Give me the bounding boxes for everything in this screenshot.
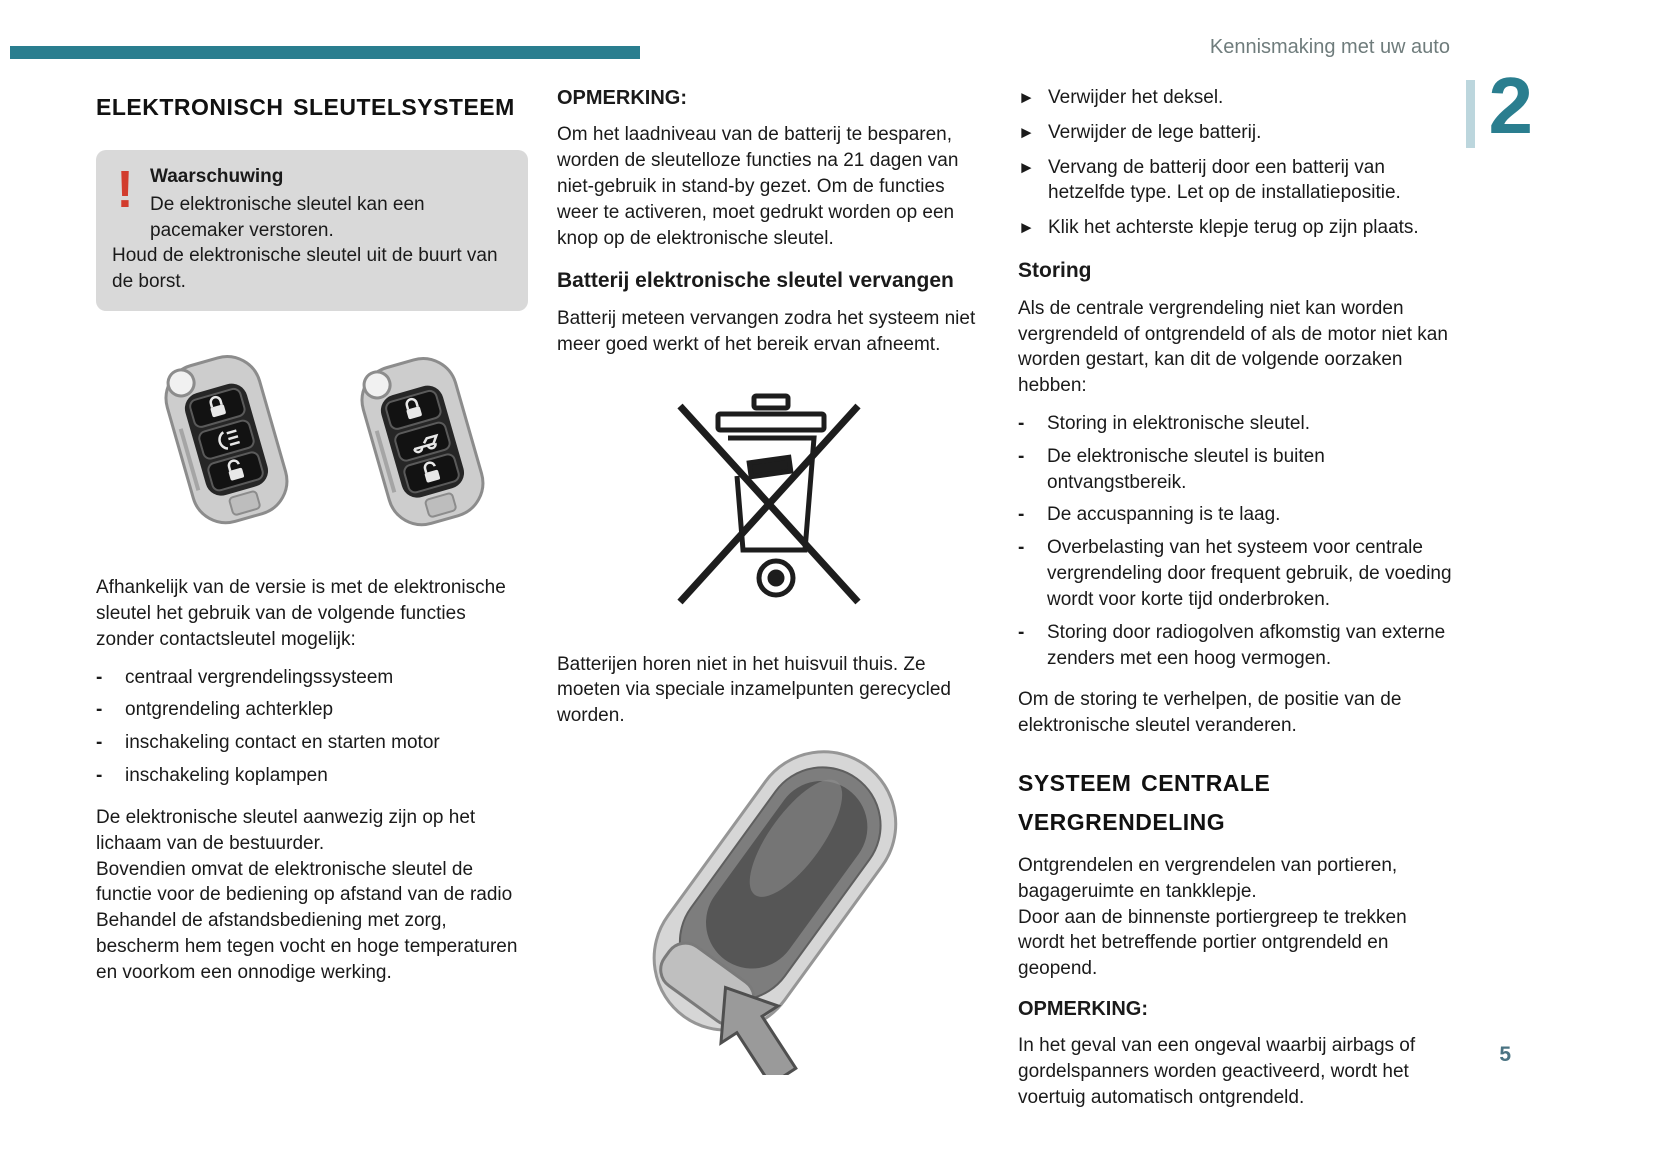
key-fob-left bbox=[158, 349, 295, 531]
list-item-text: Overbelasting van het systeem voor centrale vergrendeling door frequent gebruik, de voeding wordt voor korte tijd onderbroken. bbox=[1047, 537, 1452, 610]
section-title-central-locking: systeem centrale vergrendeling bbox=[1018, 761, 1271, 838]
causes-list bbox=[1018, 411, 1456, 671]
list-item-text: De elektronische sleutel is buiten ontvangstbereik. bbox=[1047, 445, 1325, 493]
warning-text: Houd de elektronische sleutel uit de buurt van de borst. bbox=[112, 245, 498, 293]
step-text: Klik het achterste klepje terug op zijn plaats. bbox=[1048, 217, 1419, 239]
step-item bbox=[1018, 215, 1456, 241]
step-item bbox=[1018, 85, 1456, 111]
subheading-storing: Storing bbox=[1018, 259, 1092, 283]
list-item bbox=[1018, 502, 1456, 528]
list-item bbox=[96, 697, 528, 723]
paragraph: Bovendien omvat de elektronische sleutel de functie voor de bediening op afstand van de radio bbox=[96, 858, 513, 906]
step-item bbox=[1018, 120, 1456, 146]
warning-exclamation-icon: ! bbox=[116, 160, 134, 219]
arrow-bullet-icon: ► bbox=[1018, 122, 1035, 142]
page-number: 5 bbox=[1499, 1043, 1511, 1066]
chapter-number: 2 bbox=[1488, 61, 1533, 150]
column-middle bbox=[557, 85, 987, 1075]
step-text: Vervang de batterij door een batterij van hetzelfde type. Let op de installatiepositie. bbox=[1048, 156, 1401, 204]
weee-crossed-bin-icon bbox=[672, 392, 872, 612]
list-item bbox=[1018, 411, 1456, 437]
dash-bullet: - bbox=[1018, 413, 1025, 434]
subheading-battery-replace: Batterij elektronische sleutel vervangen bbox=[557, 269, 954, 293]
note-label: OPMERKING: bbox=[1018, 998, 1148, 1021]
paragraph: De elektronische sleutel aanwezig zijn op het lichaam van de bestuurder. bbox=[96, 806, 476, 854]
arrow-bullet-icon: ► bbox=[1018, 88, 1035, 107]
paragraph: Batterijen horen niet in het huisvuil thuis. Ze moeten via speciale inzamelpunten gerecycled worden. bbox=[557, 653, 951, 727]
arrow-bullet-icon: ► bbox=[1018, 218, 1035, 238]
dash-bullet: - bbox=[1018, 504, 1025, 526]
dash-bullet: - bbox=[1018, 621, 1025, 643]
step-text: Verwijder de lege batterij. bbox=[1048, 121, 1262, 143]
warning-box bbox=[96, 150, 528, 311]
list-item-text: inschakeling contact en starten motor bbox=[125, 732, 440, 754]
note-label: OPMERKING: bbox=[557, 87, 687, 109]
paragraph: Als de centrale vergrendeling niet kan worden vergrendeld of ontgrendeld of als de motor niet kan worden gestart, kan dit de volgende oorzaken hebben: bbox=[1018, 297, 1448, 397]
paragraph: Behandel de afstandsbediening met zorg, bescherm hem tegen vocht en hoge temperaturen en voorkom een onnodige werking. bbox=[96, 910, 518, 983]
step-text: Verwijder het deksel. bbox=[1048, 87, 1224, 108]
warning-title: Waarschuwing bbox=[150, 165, 284, 187]
list-item bbox=[96, 730, 528, 756]
list-item-text: Storing in elektronische sleutel. bbox=[1047, 413, 1310, 434]
paragraph: Batterij meteen vervangen zodra het systeem niet meer goed werkt of het bereik ervan afneemt. bbox=[557, 307, 976, 355]
note-paragraph: In het geval van een ongeval waarbij airbags of gordelspanners worden geactiveerd, wordt het voertuig automatisch ontgrendeld. bbox=[1018, 1035, 1416, 1108]
dash-bullet: - bbox=[96, 765, 103, 787]
dash-bullet: - bbox=[96, 732, 103, 754]
key-fobs-illustration bbox=[96, 345, 528, 545]
list-item-text: centraal vergrendelingssysteem bbox=[125, 666, 394, 688]
warning-text: De elektronische sleutel kan een pacemaker verstoren. bbox=[150, 193, 425, 241]
list-item bbox=[1018, 535, 1456, 612]
chapter-tab-strip bbox=[1466, 80, 1475, 148]
steps-list bbox=[1018, 85, 1456, 241]
intro-paragraph: Afhankelijk van de versie is met de elektronische sleutel het gebruik van de volgende functies zonder contactsleutel mogelijk: bbox=[96, 577, 506, 650]
functions-list bbox=[96, 665, 528, 789]
paragraph: Door aan de binnenste portiergreep te trekken wordt het betreffende portier ontgrendeld en geopend. bbox=[1018, 906, 1407, 980]
key-fob-right bbox=[354, 351, 491, 533]
dash-bullet: - bbox=[1018, 537, 1025, 559]
list-item bbox=[96, 665, 528, 691]
breadcrumb: Kennismaking met uw auto bbox=[1209, 36, 1450, 58]
paragraph: Om de storing te verhelpen, de positie van de elektronische sleutel veranderen. bbox=[1018, 689, 1402, 737]
step-item bbox=[1018, 155, 1456, 207]
list-item-text: inschakeling koplampen bbox=[125, 765, 328, 787]
list-item-text: ontgrendeling achterklep bbox=[125, 699, 334, 721]
page-title: elektronisch sleutelsysteem bbox=[96, 85, 515, 122]
list-item bbox=[1018, 620, 1456, 672]
column-left bbox=[96, 85, 528, 986]
column-right bbox=[1018, 85, 1456, 1119]
note-paragraph: Om het laadniveau van de batterij te besparen, worden de sleutelloze functies na 21 dagen van niet-gebruik in stand-by gezet. Om de functies weer te activeren, moet gedrukt worden op een knop op de elektronische sleutel. bbox=[557, 124, 959, 249]
dash-bullet: - bbox=[1018, 445, 1025, 467]
dash-bullet: - bbox=[96, 666, 103, 688]
arrow-bullet-icon: ► bbox=[1018, 157, 1035, 177]
list-item bbox=[1018, 444, 1456, 496]
key-body bbox=[626, 745, 925, 1059]
paragraph: Ontgrendelen en vergrendelen van portieren, bagageruimte en tankklepje. bbox=[1018, 854, 1398, 902]
list-item-text: De accuspanning is te laag. bbox=[1047, 504, 1281, 526]
dash-bullet: - bbox=[96, 699, 103, 721]
list-item bbox=[96, 763, 528, 789]
list-item-text: Storing door radiogolven afkomstig van externe zenders met een hoog vermogen. bbox=[1047, 621, 1446, 669]
key-back-cover-illustration bbox=[572, 745, 972, 1075]
header-accent-bar bbox=[10, 46, 640, 59]
